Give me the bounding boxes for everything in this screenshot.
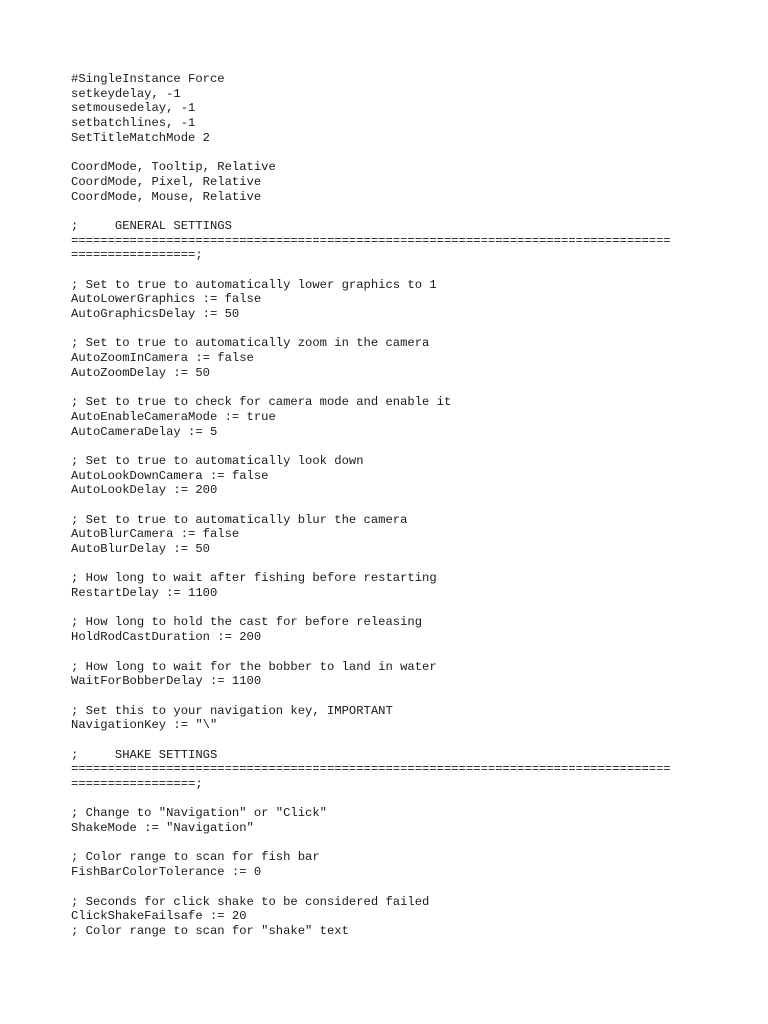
code-line: ; Color range to scan for fish bar [71, 850, 320, 865]
code-line: #SingleInstance Force [71, 72, 225, 86]
code-line: AutoZoomDelay := 50 [71, 365, 210, 380]
code-block [71, 72, 731, 939]
code-line: NavigationKey := "\" [71, 718, 218, 733]
code-line: ; SHAKE SETTINGS [71, 747, 218, 762]
code-line: AutoLookDelay := 200 [71, 483, 218, 498]
code-line: ; Set to true to automatically look down [71, 453, 364, 468]
code-line [71, 792, 731, 807]
code-line: ; Set to true to automatically blur the camera [71, 512, 408, 527]
code-line: AutoCameraDelay := 5 [71, 424, 218, 439]
code-line: FishBarColorTolerance := 0 [71, 865, 262, 880]
code-line: ; Set this to your navigation key, IMPORTANT [71, 703, 393, 718]
code-line [71, 880, 731, 895]
code-line: AutoZoomInCamera := false [71, 351, 254, 366]
code-line [71, 601, 731, 616]
code-line: ; How long to wait for the bobber to land in water [71, 659, 437, 674]
code-line: CoordMode, Mouse, Relative [71, 189, 262, 204]
code-line: AutoBlurDelay := 50 [71, 542, 210, 556]
code-line: ShakeMode := "Navigation" [71, 821, 254, 836]
code-line: ; Seconds for click shake to be considered failed [71, 894, 430, 909]
code-line: CoordMode, Tooltip, Relative [71, 160, 276, 175]
code-line [71, 557, 731, 572]
code-line [71, 836, 731, 851]
code-line [71, 645, 731, 660]
code-line: CoordMode, Pixel, Relative [71, 174, 262, 189]
code-line [71, 204, 731, 219]
code-line [71, 733, 731, 748]
code-line: =================; [71, 777, 203, 791]
code-line: ; Set to true to automatically lower graphics to 1 [71, 277, 437, 292]
code-line: setmousedelay, -1 [71, 101, 196, 116]
code-line: ClickShakeFailsafe := 20 [71, 909, 247, 924]
code-line: ; Set to true to check for camera mode and enable it [71, 395, 452, 410]
code-line: =================; [71, 248, 203, 263]
code-line [71, 145, 731, 160]
code-line: AutoLookDownCamera := false [71, 468, 269, 483]
document-page [71, 72, 731, 939]
code-line [71, 263, 731, 278]
code-line: ; GENERAL SETTINGS [71, 218, 232, 233]
code-line: setkeydelay, -1 [71, 86, 181, 101]
code-line [71, 439, 731, 454]
code-line: ; How long to wait after fishing before restarting [71, 571, 437, 586]
code-line: ; Set to true to automatically zoom in the camera [71, 336, 430, 351]
code-line: WaitForBobberDelay := 1100 [71, 674, 262, 689]
code-line: ================================================================================== [71, 762, 671, 777]
code-line: AutoEnableCameraMode := true [71, 409, 276, 424]
code-line: ; Color range to scan for "shake" text [71, 923, 349, 938]
code-line: ; Change to "Navigation" or "Click" [71, 806, 327, 821]
code-line: ; How long to hold the cast for before releasing [71, 615, 423, 630]
code-line: RestartDelay := 1100 [71, 586, 218, 601]
code-line: AutoLowerGraphics := false [71, 292, 262, 307]
code-line: ================================================================================== [71, 233, 671, 248]
code-line: SetTitleMatchMode 2 [71, 130, 210, 145]
code-line [71, 322, 731, 337]
code-line [71, 689, 731, 704]
code-line: HoldRodCastDuration := 200 [71, 630, 262, 645]
code-line [71, 380, 731, 395]
code-line: AutoGraphicsDelay := 50 [71, 307, 240, 321]
code-line: AutoBlurCamera := false [71, 527, 240, 542]
code-line [71, 498, 731, 513]
code-line: setbatchlines, -1 [71, 116, 196, 131]
